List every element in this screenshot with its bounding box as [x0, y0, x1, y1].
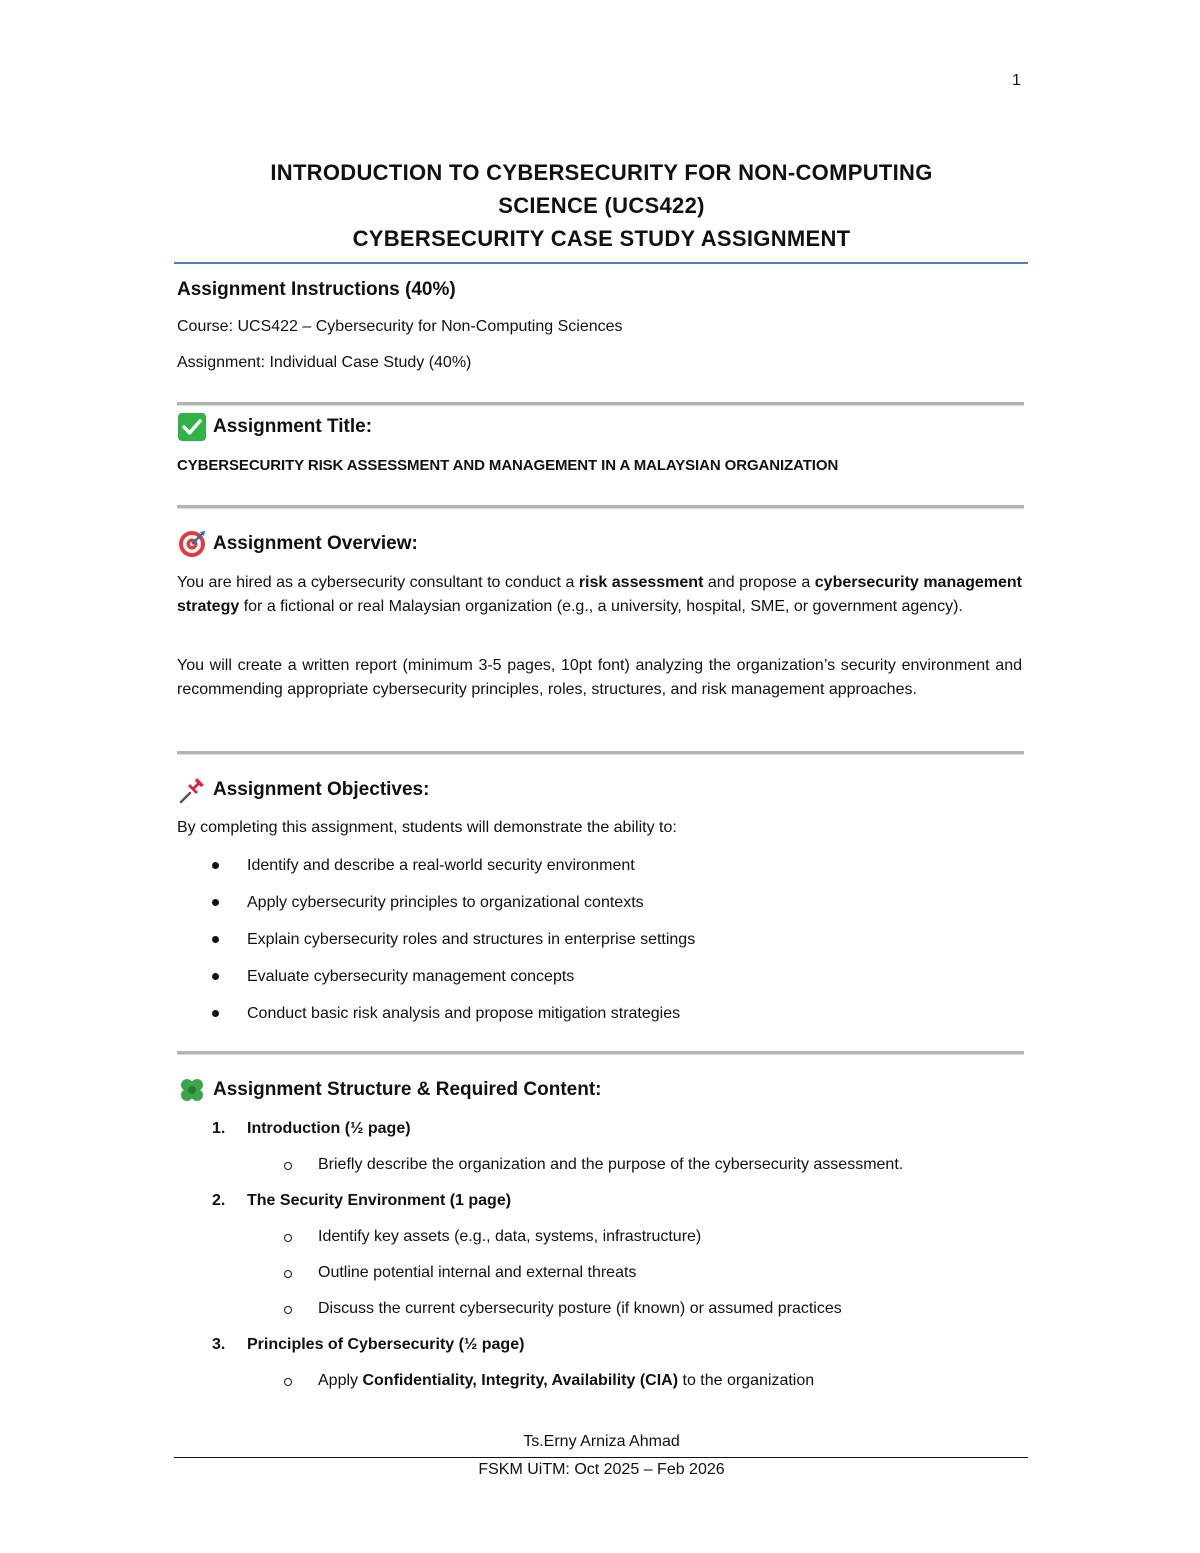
bullet-icon	[212, 1010, 219, 1017]
section-divider	[177, 402, 1024, 406]
structure-section: 2. The Security Environment (1 page)	[212, 1192, 512, 1209]
list-item: Identify and describe a real-world security environment	[177, 853, 695, 890]
structure-section: 3. Principles of Cybersecurity (½ page)	[212, 1336, 525, 1353]
course-line: Course: UCS422 – Cybersecurity for Non-Computing Sciences	[177, 318, 623, 335]
document-header	[175, 156, 1028, 255]
title-section-heading	[177, 412, 372, 442]
target-icon	[177, 529, 207, 559]
list-item: Conduct basic risk analysis and propose mitigation strategies	[177, 1001, 695, 1038]
structure-heading	[177, 1075, 601, 1105]
puzzle-icon	[177, 1075, 207, 1105]
bullet-icon	[212, 973, 219, 980]
assignment-line: Assignment: Individual Case Study (40%)	[177, 354, 472, 371]
footer-divider	[174, 1457, 1028, 1458]
page-number: 1	[1012, 72, 1021, 89]
section-divider	[177, 751, 1024, 755]
sub-bullet-icon	[284, 1378, 292, 1386]
list-item: Explain cybersecurity roles and structures in enterprise settings	[177, 927, 695, 964]
title-divider	[174, 262, 1028, 264]
title-line-2: SCIENCE (UCS422)	[498, 193, 705, 218]
bullet-icon	[212, 899, 219, 906]
overview-heading	[177, 529, 418, 559]
section-divider	[177, 505, 1024, 509]
instructions-heading: Assignment Instructions (40%)	[177, 279, 456, 300]
check-mark-icon	[177, 412, 207, 442]
bullet-icon	[212, 936, 219, 943]
list-item: Briefly describe the organization and the purpose of the cybersecurity assessment.	[177, 1153, 903, 1189]
list-item: Apply Confidentiality, Integrity, Availability (CIA) to the organization	[177, 1369, 903, 1405]
bullet-icon	[212, 862, 219, 869]
list-item: Apply cybersecurity principles to organizational contexts	[177, 890, 695, 927]
objectives-list	[177, 853, 695, 1038]
list-item: Evaluate cybersecurity management concepts	[177, 964, 695, 1001]
overview-paragraph-1: You are hired as a cybersecurity consultant to conduct a risk assessment and propose a cybersecurity management strategy for a fictional or real Malaysian organization (e.g., a university, hospital, SME, or government agency).	[177, 574, 1023, 615]
overview-paragraph-2: You will create a written report (minimum 3-5 pages, 10pt font) analyzing the organization’s security environment and recommending appropriate cybersecurity principles, roles, structures, and risk management approaches.	[177, 657, 1022, 698]
sub-bullet-icon	[284, 1162, 292, 1170]
overview-label: Assignment Overview:	[213, 533, 418, 554]
structure-label: Assignment Structure & Required Content:	[213, 1079, 602, 1100]
sub-bullet-icon	[284, 1306, 292, 1314]
pushpin-icon	[177, 775, 207, 805]
list-item: Discuss the current cybersecurity posture (if known) or assumed practices	[177, 1297, 903, 1333]
title-line-3: CYBERSECURITY CASE STUDY ASSIGNMENT	[352, 226, 851, 251]
list-item: Identify key assets (e.g., data, systems, infrastructure)	[177, 1225, 903, 1261]
objectives-intro: By completing this assignment, students will demonstrate the ability to:	[177, 819, 677, 836]
footer-author: Ts.Erny Arniza Ahmad	[523, 1433, 680, 1450]
sub-bullet-icon	[284, 1234, 292, 1242]
section-divider	[177, 1051, 1024, 1055]
list-item: Outline potential internal and external threats	[177, 1261, 903, 1297]
sub-bullet-icon	[284, 1270, 292, 1278]
title-line-1: INTRODUCTION TO CYBERSECURITY FOR NON-COMPUTING	[270, 160, 933, 185]
title-section-label: Assignment Title:	[213, 416, 373, 437]
objectives-heading	[177, 775, 429, 805]
structure-section: 1. Introduction (½ page)	[212, 1120, 411, 1137]
footer-date: FSKM UiTM: Oct 2025 – Feb 2026	[478, 1461, 725, 1478]
objectives-label: Assignment Objectives:	[213, 779, 430, 800]
structure-list	[177, 1117, 903, 1405]
assignment-title: CYBERSECURITY RISK ASSESSMENT AND MANAGEMENT IN A MALAYSIAN ORGANIZATION	[177, 457, 839, 474]
